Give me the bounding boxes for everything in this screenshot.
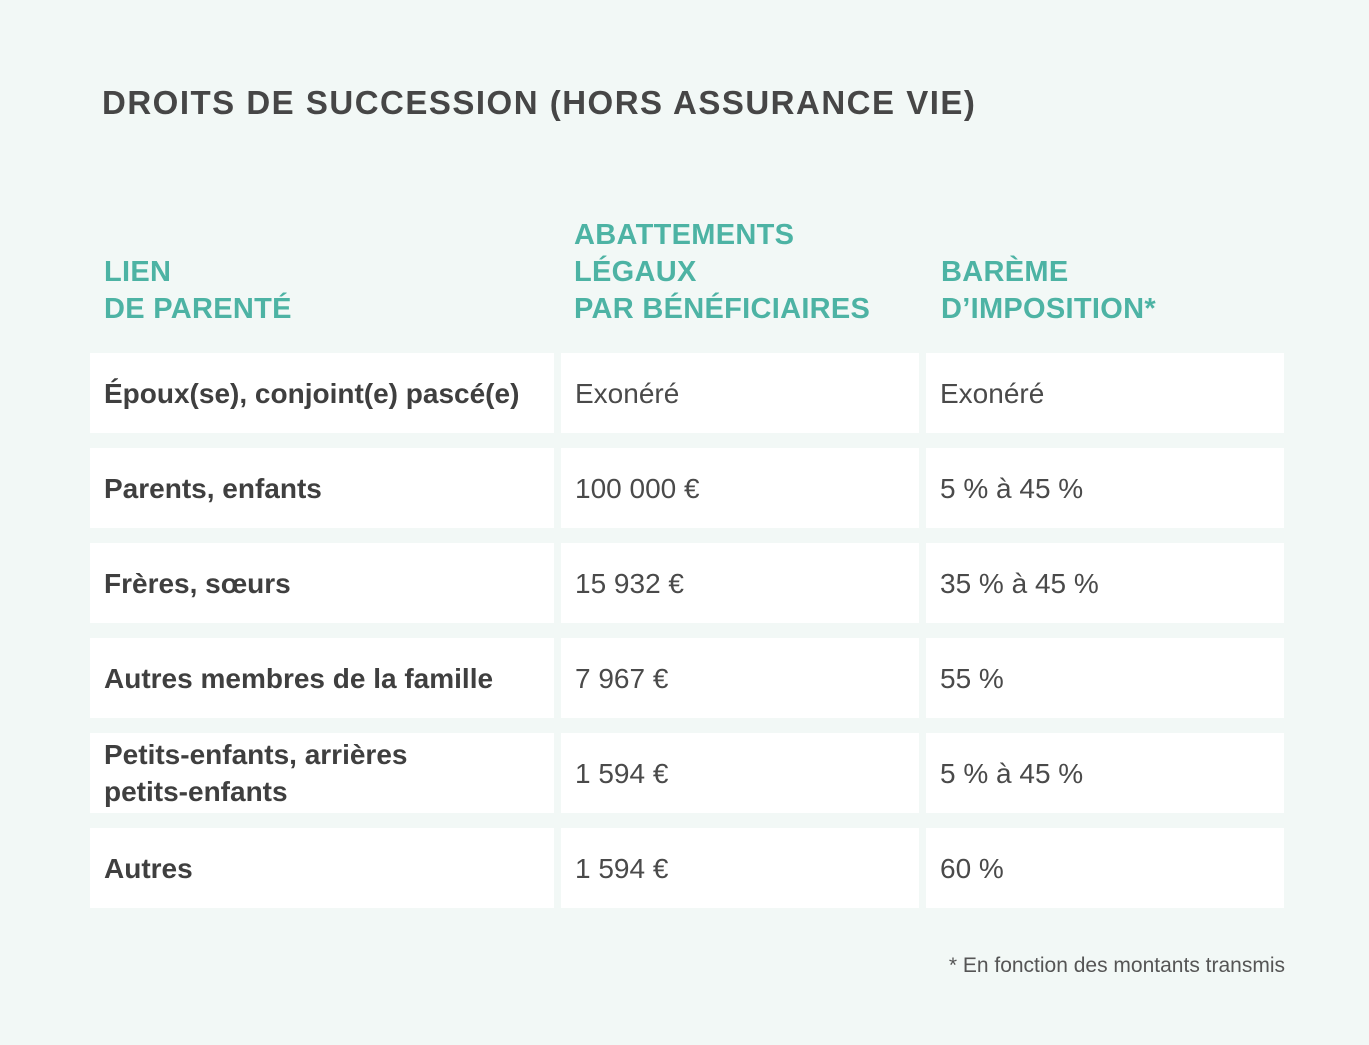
table-row bbox=[90, 733, 1286, 813]
cell-text: 35 % à 45 % bbox=[940, 567, 1099, 599]
table-row bbox=[90, 828, 1286, 908]
cell-bareme bbox=[926, 448, 1284, 528]
cell-bareme bbox=[926, 353, 1284, 433]
cell-text: 100 000 € bbox=[575, 472, 700, 504]
cell-abattement bbox=[561, 448, 919, 528]
cell-lien bbox=[90, 448, 554, 528]
cell-bareme bbox=[926, 828, 1284, 908]
table-row bbox=[90, 543, 1286, 623]
cell-text: Époux(se), conjoint(e) pascé(e) bbox=[104, 377, 520, 409]
cell-text: Parents, enfants bbox=[104, 472, 322, 504]
succession-table bbox=[90, 353, 1286, 923]
cell-abattement bbox=[561, 543, 919, 623]
cell-text: Frères, sœurs bbox=[104, 567, 291, 599]
footnote: * En fonction des montants transmis bbox=[948, 954, 1285, 977]
cell-text: 7 967 € bbox=[575, 662, 669, 694]
cell-lien bbox=[90, 638, 554, 718]
header-line: LÉGAUX bbox=[574, 256, 697, 288]
cell-lien bbox=[90, 353, 554, 433]
header-line: LIEN bbox=[104, 256, 172, 288]
cell-abattement bbox=[561, 353, 919, 433]
header-line: ABATTEMENTS bbox=[574, 219, 795, 251]
page-title: DROITS DE SUCCESSION (HORS ASSURANCE VIE) bbox=[102, 84, 977, 121]
cell-text: 1 594 € bbox=[575, 757, 669, 789]
table-row bbox=[90, 448, 1286, 528]
cell-text: 5 % à 45 % bbox=[940, 472, 1084, 504]
cell-text: 5 % à 45 % bbox=[940, 757, 1084, 789]
table-row bbox=[90, 638, 1286, 718]
cell-text: Petits-enfants, arrières petits-enfants bbox=[104, 739, 408, 807]
cell-text: Exonéré bbox=[940, 377, 1045, 409]
cell-text: 55 % bbox=[940, 662, 1004, 694]
header-line: BARÈME bbox=[941, 256, 1069, 288]
header-line: PAR BÉNÉFICIAIRES bbox=[574, 293, 871, 325]
cell-bareme bbox=[926, 733, 1284, 813]
header-line: DE PARENTÉ bbox=[104, 293, 292, 325]
cell-abattement bbox=[561, 733, 919, 813]
cell-text: Autres membres de la famille bbox=[104, 662, 494, 694]
table-row bbox=[90, 353, 1286, 433]
column-header-bareme bbox=[941, 254, 1156, 328]
cell-abattement bbox=[561, 828, 919, 908]
cell-text: 15 932 € bbox=[575, 567, 684, 599]
cell-lien bbox=[90, 828, 554, 908]
cell-bareme bbox=[926, 638, 1284, 718]
cell-text: Autres bbox=[104, 852, 193, 884]
cell-text: 1 594 € bbox=[575, 852, 669, 884]
cell-text: Exonéré bbox=[575, 377, 680, 409]
cell-bareme bbox=[926, 543, 1284, 623]
column-header-lien-de-parente bbox=[104, 254, 292, 328]
header-line: D’IMPOSITION* bbox=[941, 293, 1156, 325]
cell-lien bbox=[90, 543, 554, 623]
cell-abattement bbox=[561, 638, 919, 718]
cell-text: 60 % bbox=[940, 852, 1004, 884]
cell-lien bbox=[90, 733, 554, 813]
column-header-abattements bbox=[574, 217, 870, 328]
